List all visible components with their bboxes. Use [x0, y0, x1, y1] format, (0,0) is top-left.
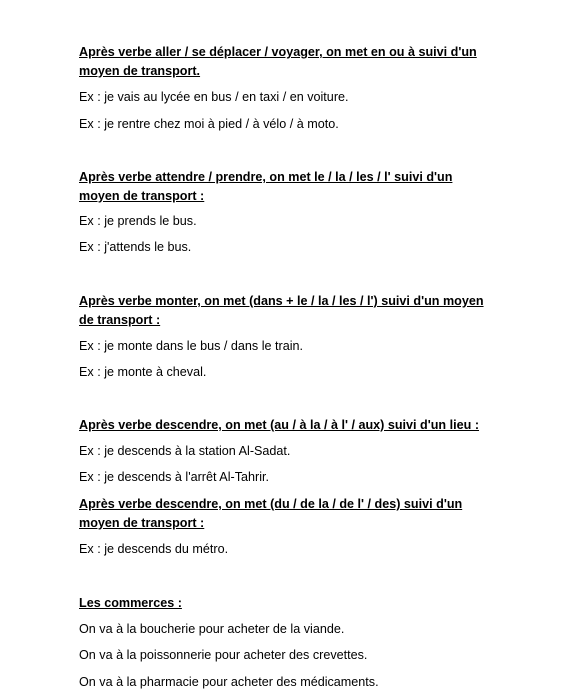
example-line: Ex : je prends le bus.: [79, 214, 197, 228]
section-heading: Les commerces :: [79, 596, 182, 610]
section-heading: Après verbe aller / se déplacer / voyager, on met en ou à suivi d'un: [79, 45, 477, 59]
example-line: Ex : je descends à la station Al-Sadat.: [79, 444, 291, 458]
section-heading: de transport :: [79, 313, 161, 327]
section-heading: Après verbe monter, on met (dans + le / la / les / l') suivi d'un moyen: [79, 294, 484, 308]
section-heading: Après verbe attendre / prendre, on met le / la / les / l' suivi d'un: [79, 170, 453, 184]
example-line: On va à la poissonnerie pour acheter des crevettes.: [79, 648, 368, 662]
section-heading: Après verbe descendre, on met (du / de la / de l' / des) suivi d'un: [79, 497, 463, 511]
example-line: Ex : je vais au lycée en bus / en taxi / en voiture.: [79, 90, 349, 104]
example-line: Ex : je rentre chez moi à pied / à vélo / à moto.: [79, 117, 339, 131]
example-line: Ex : je monte dans le bus / dans le train.: [79, 339, 304, 353]
section-heading: moyen de transport :: [79, 189, 205, 203]
example-line: Ex : j'attends le bus.: [79, 240, 192, 254]
example-line: Ex : je descends à l'arrêt Al-Tahrir.: [79, 470, 269, 484]
example-line: On va à la boucherie pour acheter de la viande.: [79, 622, 345, 636]
example-line: Ex : je descends du métro.: [79, 542, 229, 556]
example-line: Ex : je monte à cheval.: [79, 365, 207, 379]
section-heading: Après verbe descendre, on met (au / à la / à l' / aux) suivi d'un lieu :: [79, 418, 480, 432]
section-heading: moyen de transport.: [79, 64, 201, 78]
example-line: On va à la pharmacie pour acheter des médicaments.: [79, 675, 379, 689]
section-heading: moyen de transport :: [79, 516, 205, 530]
